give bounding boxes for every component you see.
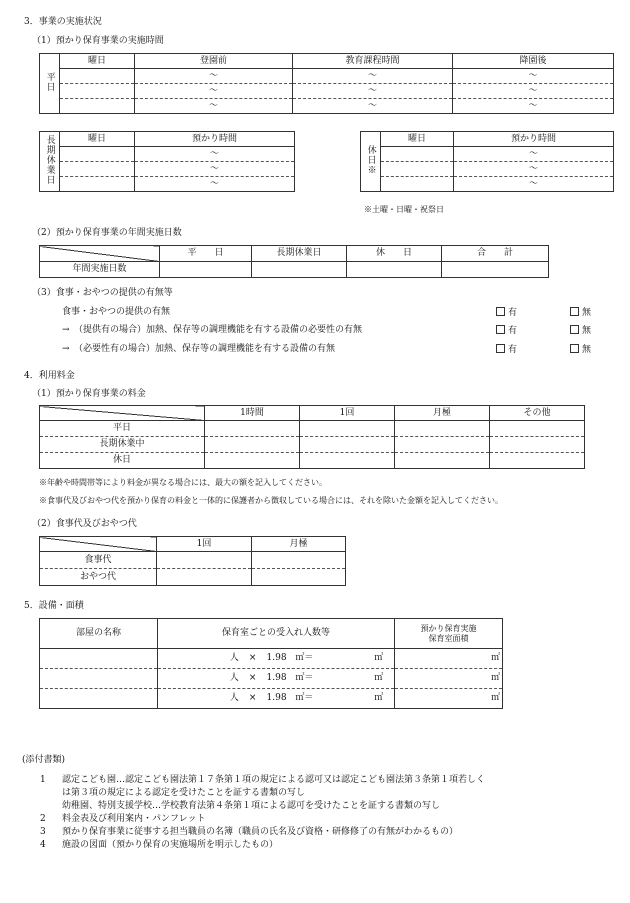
- weekday-day-cell[interactable]: [60, 84, 135, 99]
- fee-cell[interactable]: [300, 437, 395, 453]
- fee-col-other: その他: [490, 406, 585, 421]
- meal-row-label: 食事代: [40, 552, 157, 569]
- fee-cell[interactable]: [395, 437, 490, 453]
- longleave-day-cell[interactable]: [60, 177, 135, 192]
- longleave-day-cell[interactable]: [60, 147, 135, 162]
- holiday-hours-cell[interactable]: ～: [454, 147, 614, 162]
- longleave-col-day: 曜日: [60, 132, 135, 147]
- longleave-hours-cell[interactable]: ～: [135, 162, 295, 177]
- meal-fee-table: [39, 536, 346, 586]
- longleave-row-label: 長期休業日: [40, 132, 60, 192]
- weekday-day-cell[interactable]: [60, 69, 135, 84]
- holiday-col-day: 曜日: [381, 132, 454, 147]
- weekday-course-cell[interactable]: ～: [293, 99, 453, 114]
- facility-col-area: 預かり保育実施 保育室面積: [395, 619, 503, 649]
- attachment-item-text: は第３項の規定による認定を受けたことを証する書類の写し: [62, 788, 306, 798]
- attachment-item-text: 幼稚園、特別支援学校…学校教育法第４条第１項による認可を受けたことを証する書類の写し: [62, 801, 441, 811]
- fee-corner-cell: [40, 406, 205, 421]
- weekday-day-cell[interactable]: [60, 99, 135, 114]
- facility-col-capacity: 保育室ごとの受入れ人数等: [158, 619, 395, 649]
- holiday-note: ※土曜・日曜・祝祭日: [364, 205, 444, 214]
- fee-cell[interactable]: [205, 437, 300, 453]
- room-name-cell[interactable]: [40, 649, 158, 669]
- meal-corner-cell: [40, 537, 157, 552]
- holiday-day-cell[interactable]: [381, 177, 454, 192]
- room-name-cell[interactable]: [40, 689, 158, 709]
- annual-weekday-cell[interactable]: [160, 262, 252, 278]
- weekday-hours-table: [39, 53, 614, 114]
- food-item-text: 食事・おやつの提供の有無: [62, 307, 171, 317]
- weekday-after-cell[interactable]: ～: [453, 69, 614, 84]
- weekday-course-cell[interactable]: ～: [293, 84, 453, 99]
- section3-sub1-heading: （1）預かり保育事業の実施時間: [32, 36, 164, 46]
- annual-col-longleave: 長期休業日: [252, 246, 347, 262]
- holiday-hours-cell[interactable]: ～: [454, 162, 614, 177]
- attachment-item-text: 施設の図面（預かり保育の実施場所を明示したもの）: [62, 840, 279, 850]
- attachment-number: 4: [40, 840, 46, 850]
- attachment-item-text: 預かり保育事業に従事する担当職員の名簿（職員の氏名及び資格・研修修了の有無がわかるもの）: [62, 827, 459, 837]
- fee-cell[interactable]: [490, 421, 585, 437]
- area-cell[interactable]: ㎡: [395, 689, 503, 709]
- fee-cell[interactable]: [395, 453, 490, 469]
- fee-cell[interactable]: [205, 421, 300, 437]
- food-yes-checkbox[interactable]: 有: [496, 344, 517, 355]
- meal-col-monthly: 月極: [252, 537, 346, 552]
- longleave-hours-table: [39, 131, 295, 192]
- holiday-day-cell[interactable]: [381, 162, 454, 177]
- annual-total-cell[interactable]: [442, 262, 549, 278]
- section3-heading: 3．事業の実施状況: [24, 17, 102, 27]
- meal-fee-cell[interactable]: [157, 552, 252, 569]
- fee-cell[interactable]: [490, 437, 585, 453]
- meal-fee-cell[interactable]: [252, 552, 346, 569]
- attachment-number: 3: [40, 827, 46, 837]
- section4-sub1-heading: （1）預かり保育事業の料金: [32, 389, 146, 399]
- attachment-item-text: 認定こども園…認定こども園法第１７条第１項の規定による認可又は認定こども園法第３条第１項若しく: [62, 775, 486, 785]
- weekday-before-cell[interactable]: ～: [135, 84, 293, 99]
- fee-table: [39, 405, 585, 469]
- section4-sub2-heading: （2）食事代及びおやつ代: [32, 519, 137, 529]
- weekday-before-cell[interactable]: ～: [135, 69, 293, 84]
- longleave-day-cell[interactable]: [60, 162, 135, 177]
- section5-heading: 5．設備・面積: [24, 601, 84, 611]
- fee-row-label: 平日: [40, 421, 205, 437]
- fee-cell[interactable]: [490, 453, 585, 469]
- longleave-col-hours: 預かり時間: [135, 132, 295, 147]
- fee-col-once: 1回: [300, 406, 395, 421]
- section4-heading: 4．利用料金: [24, 371, 75, 381]
- section3-sub2-heading: （2）預かり保育事業の年間実施日数: [32, 228, 182, 238]
- attachment-number: 1: [40, 775, 46, 785]
- fee-note-1: ※年齢や時間帯等により料金が異なる場合には、最大の額を記入してください。: [39, 478, 327, 487]
- attachment-number: 2: [40, 814, 46, 824]
- annual-corner-cell: [40, 246, 160, 262]
- area-cell[interactable]: ㎡: [395, 669, 503, 689]
- fee-cell[interactable]: [300, 453, 395, 469]
- food-no-checkbox[interactable]: 無: [570, 344, 591, 355]
- holiday-day-cell[interactable]: [381, 147, 454, 162]
- meal-fee-cell[interactable]: [157, 569, 252, 586]
- annual-longleave-cell[interactable]: [252, 262, 347, 278]
- annual-col-weekday: 平 日: [160, 246, 252, 262]
- food-item-text: → （必要性有の場合）加熱、保存等の調理機能を有する設備の有無: [62, 344, 336, 354]
- food-item-text: → （提供有の場合）加熱、保存等の調理機能を有する設備の必要性の有無: [62, 325, 363, 335]
- holiday-hours-cell[interactable]: ～: [454, 177, 614, 192]
- meal-fee-cell[interactable]: [252, 569, 346, 586]
- food-yes-checkbox[interactable]: 有: [496, 325, 517, 336]
- fee-note-2: ※食事代及びおやつ代を預かり保育の料金と一体的に保護者から徴収している場合には、それを除いた金額を記入してください。: [39, 496, 503, 505]
- meal-row-label: おやつ代: [40, 569, 157, 586]
- weekday-after-cell[interactable]: ～: [453, 99, 614, 114]
- weekday-course-cell[interactable]: ～: [293, 69, 453, 84]
- holiday-hours-table: [360, 131, 614, 192]
- capacity-formula-cell[interactable]: 人 × 1.98 ㎡＝ ㎡: [158, 649, 395, 669]
- area-cell[interactable]: ㎡: [395, 649, 503, 669]
- annual-col-holiday: 休 日: [347, 246, 442, 262]
- annual-holiday-cell[interactable]: [347, 262, 442, 278]
- food-yes-checkbox[interactable]: 有: [496, 307, 517, 318]
- room-name-cell[interactable]: [40, 669, 158, 689]
- fee-row-label: 休日: [40, 453, 205, 469]
- food-no-checkbox[interactable]: 無: [570, 307, 591, 318]
- food-no-checkbox[interactable]: 無: [570, 325, 591, 336]
- fee-cell[interactable]: [395, 421, 490, 437]
- fee-row-label: 長期休業中: [40, 437, 205, 453]
- facility-col-room-name: 部屋の名称: [40, 619, 158, 649]
- weekday-before-cell[interactable]: ～: [135, 99, 293, 114]
- fee-cell[interactable]: [300, 421, 395, 437]
- longleave-hours-cell[interactable]: ～: [135, 147, 295, 162]
- section3-sub3-heading: （3）食事・おやつの提供の有無等: [32, 288, 173, 298]
- attachment-item-text: 料金表及び利用案内・パンフレット: [62, 814, 206, 824]
- weekday-after-cell[interactable]: ～: [453, 84, 614, 99]
- fee-col-hour: 1時間: [205, 406, 300, 421]
- annual-col-total: 合 計: [442, 246, 549, 262]
- capacity-formula-cell[interactable]: 人 × 1.98 ㎡＝ ㎡: [158, 669, 395, 689]
- weekday-col-before: 登園前: [135, 54, 293, 69]
- capacity-formula-cell[interactable]: 人 × 1.98 ㎡＝ ㎡: [158, 689, 395, 709]
- attachments-title: (添付書類): [22, 755, 66, 765]
- holiday-col-hours: 預かり時間: [454, 132, 614, 147]
- meal-col-once: 1回: [157, 537, 252, 552]
- longleave-hours-cell[interactable]: ～: [135, 177, 295, 192]
- annual-row-label: 年間実施日数: [40, 262, 160, 278]
- fee-col-monthly: 月極: [395, 406, 490, 421]
- weekday-col-course: 教育課程時間: [293, 54, 453, 69]
- facility-area-table: [39, 618, 503, 709]
- weekday-col-day: 曜日: [60, 54, 135, 69]
- weekday-row-label: 平日: [40, 54, 60, 114]
- fee-cell[interactable]: [205, 453, 300, 469]
- annual-days-table: [39, 245, 549, 278]
- holiday-row-label: 休日※: [361, 132, 381, 192]
- weekday-col-after: 降園後: [453, 54, 614, 69]
